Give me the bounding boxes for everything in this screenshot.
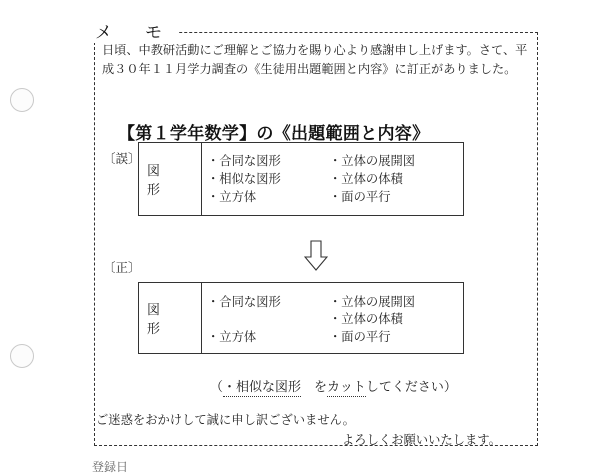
- correct-right-item: ・立体の体積: [329, 312, 403, 326]
- error-label: 〔誤〕: [103, 151, 141, 166]
- correct-scope-table: [138, 282, 464, 354]
- error-scope-table: [138, 142, 464, 216]
- intro-paragraph: 日頃、中教研活動にご理解とご協力を賜り心より感謝申し上げます。さて、平成３０年１１月学力調査の《生徒用出題範囲と内容》に訂正がありました。: [102, 43, 528, 76]
- footer-fragment: 登録日: [92, 460, 129, 474]
- note-removed-item: ・相似な図形: [223, 380, 302, 395]
- punch-hole-top: [10, 88, 34, 112]
- error-left-item: ・立方体: [207, 190, 257, 204]
- correct-left-item: ・合同な図形: [207, 295, 281, 309]
- correct-label: 〔正〕: [103, 260, 141, 275]
- note-open: （: [210, 380, 224, 395]
- apology-line: ご迷惑をおかけして誠に申し訳ございません。: [96, 413, 355, 427]
- error-right-item: ・立体の体積: [329, 172, 403, 186]
- note-cut-word: カット: [327, 380, 366, 395]
- section-heading: 【第１学年数学】の《出題範囲と内容》: [118, 124, 430, 144]
- correct-left-item: ・立方体: [207, 330, 257, 344]
- note-close: してください）: [365, 380, 457, 395]
- correct-right-item: ・立体の展開図: [329, 295, 416, 309]
- error-category-cell: 図 形: [139, 143, 202, 215]
- error-left-item: ・合同な図形: [207, 154, 281, 168]
- punch-hole-bottom: [10, 344, 34, 368]
- note-mid: を: [301, 380, 328, 395]
- regards-line: よろしくお願いいたします。: [342, 433, 501, 447]
- cut-instruction-note: [210, 376, 457, 395]
- correct-right-item: ・面の平行: [329, 330, 391, 344]
- error-right-item: ・立体の展開図: [329, 154, 416, 168]
- down-arrow-icon: [304, 240, 328, 272]
- error-left-item: ・相似な図形: [207, 172, 281, 186]
- memo-title: メ モ: [92, 18, 178, 43]
- correct-category-cell: 図 形: [139, 283, 202, 353]
- error-right-item: ・面の平行: [329, 190, 391, 204]
